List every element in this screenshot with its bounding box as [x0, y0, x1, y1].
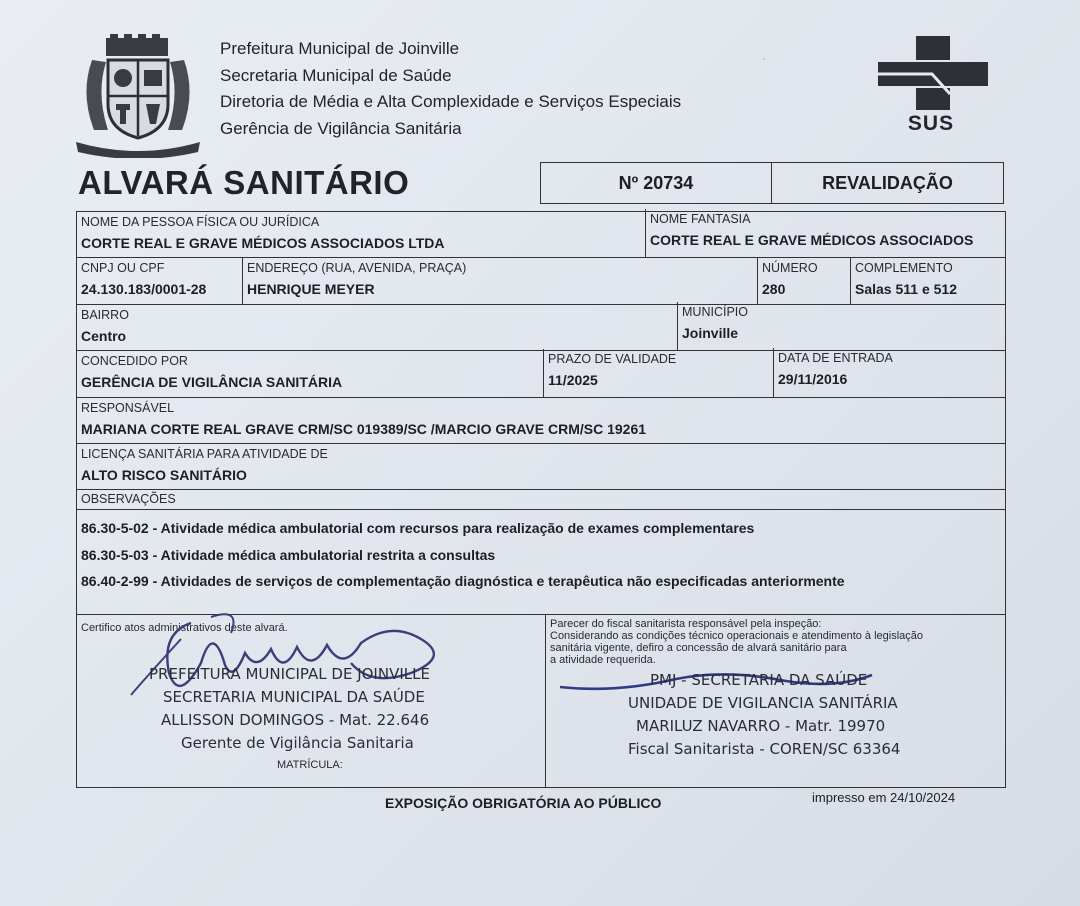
permit-number-box — [540, 162, 772, 204]
row-licenca — [77, 444, 1005, 490]
value-numero: 280 — [762, 281, 786, 297]
observacao-item: 86.30-5-03 - Atividade médica ambulatorial restrita a consultas — [81, 547, 496, 563]
row-endereco — [77, 258, 1005, 305]
value-responsavel: MARIANA CORTE REAL GRAVE CRM/SC 019389/SC /MARCIO GRAVE CRM/SC 19261 — [81, 421, 647, 437]
left-stamp-line: SECRETARIA MUNICIPAL DA SAÚDE — [163, 688, 425, 706]
print-date: impresso em 24/10/2024 — [812, 790, 956, 805]
joinville-coat-of-arms-icon — [72, 34, 204, 158]
cell-prazo — [543, 349, 773, 397]
cell-concedido — [77, 351, 543, 397]
value-complemento: Salas 511 e 512 — [855, 281, 957, 297]
value-fantasia: CORTE REAL E GRAVE MÉDICOS ASSOCIADOS — [650, 232, 974, 248]
cell-numero — [757, 258, 850, 304]
label-licenca: LICENÇA SANITÁRIA PARA ATIVIDADE DE — [81, 447, 328, 461]
value-licenca: ALTO RISCO SANITÁRIO — [81, 467, 247, 483]
permit-form — [76, 211, 1006, 788]
signature-left — [77, 615, 545, 787]
header-line-gerencia: Gerência de Vigilância Sanitária — [220, 118, 462, 138]
header-line-secretaria: Secretaria Municipal de Saúde — [220, 65, 452, 85]
label-endereco: ENDEREÇO (RUA, AVENIDA, PRAÇA) — [247, 261, 467, 275]
right-stamp-line: MARILUZ NAVARRO - Matr. 19970 — [636, 717, 886, 735]
permit-number: Nº 20734 — [618, 173, 694, 193]
cell-bairro — [77, 305, 677, 350]
right-stamp-line: Fiscal Sanitarista - COREN/SC 63364 — [628, 740, 901, 758]
observacao-item: 86.40-2-99 - Atividades de serviços de complementação diagnóstica e terapêutica não especificadas anteriormente — [81, 573, 845, 589]
right-caption-line: a atividade requerida. — [550, 654, 656, 666]
label-municipio: MUNICÍPIO — [682, 305, 748, 319]
document-title: ALVARÁ SANITÁRIO — [78, 164, 410, 201]
left-caption: Certifico atos administrativos deste alvará. — [81, 622, 288, 634]
print-speck: ˙ — [763, 58, 767, 69]
observacao-item: 86.30-5-02 - Atividade médica ambulatorial com recursos para realização de exames complementares — [81, 520, 755, 536]
cell-fantasia — [645, 209, 1005, 257]
label-complemento: COMPLEMENTO — [855, 261, 953, 275]
row-responsavel — [77, 398, 1005, 444]
value-endereco: HENRIQUE MEYER — [247, 281, 375, 297]
left-stamp-line: ALLISSON DOMINGOS - Mat. 22.646 — [161, 711, 430, 729]
matricula-label: MATRÍCULA: — [277, 759, 343, 771]
row-bairro — [77, 305, 1005, 351]
right-caption-line: Parecer do fiscal sanitarista responsável pela inspeção: — [550, 618, 822, 630]
value-nome: CORTE REAL E GRAVE MÉDICOS ASSOCIADOS LTDA — [81, 235, 445, 251]
right-caption-line: sanitária vigente, defiro a concessão de alvará sanitário para — [550, 642, 847, 654]
label-nome: NOME DA PESSOA FÍSICA OU JURÍDICA — [81, 215, 320, 229]
header-line-diretoria: Diretoria de Média e Alta Complexidade e Serviços Especiais — [220, 92, 682, 111]
cell-observacoes-label — [77, 490, 1005, 509]
cell-complemento — [850, 258, 1005, 304]
label-prazo: PRAZO DE VALIDADE — [548, 352, 677, 366]
label-bairro: BAIRRO — [81, 308, 129, 322]
row-observacoes-label — [77, 490, 1005, 510]
right-caption-line: Considerando as condições técnico operacionais e atendimento à legislação — [550, 630, 924, 642]
cell-entrada — [773, 348, 1005, 397]
row-signatures — [77, 615, 1005, 787]
value-concedido: GERÊNCIA DE VIGILÂNCIA SANITÁRIA — [81, 374, 343, 390]
permit-type: REVALIDAÇÃO — [822, 173, 953, 193]
sus-label: SUS — [907, 112, 955, 135]
label-numero: NÚMERO — [762, 261, 818, 275]
row-nome — [77, 212, 1005, 258]
label-responsavel: RESPONSÁVEL — [81, 401, 175, 415]
cell-licenca — [77, 444, 1005, 489]
signature-right — [545, 615, 1005, 787]
cell-nome — [77, 212, 645, 257]
label-observacoes: OBSERVAÇÕES — [81, 492, 176, 506]
issuer-header — [220, 36, 681, 142]
cell-cnpj — [77, 258, 242, 304]
label-entrada: DATA DE ENTRADA — [778, 351, 893, 365]
right-stamp-line: PMJ - SECRETARIA DA SAÚDE — [650, 671, 868, 689]
label-cnpj: CNPJ OU CPF — [81, 261, 165, 275]
right-stamp-line: UNIDADE DE VIGILANCIA SANITÁRIA — [628, 694, 898, 712]
value-entrada: 29/11/2016 — [778, 371, 848, 387]
cell-municipio — [677, 302, 1005, 350]
left-stamp-line: Gerente de Vigilância Sanitaria — [181, 734, 414, 752]
row-concedido — [77, 351, 1005, 398]
value-bairro: Centro — [81, 328, 127, 344]
left-stamp-line: PREFEITURA MUNICIPAL DE JOINVILLE — [149, 665, 430, 683]
cell-responsavel — [77, 398, 1005, 443]
label-concedido: CONCEDIDO POR — [81, 354, 188, 368]
value-prazo: 11/2025 — [548, 372, 598, 388]
row-observacoes — [77, 510, 1005, 615]
value-municipio: Joinville — [682, 325, 739, 341]
header-line-prefeitura: Prefeitura Municipal de Joinville — [220, 39, 460, 58]
permit-type-box — [772, 162, 1004, 204]
cell-endereco — [242, 258, 757, 304]
label-fantasia: NOME FANTASIA — [650, 212, 751, 226]
value-cnpj: 24.130.183/0001-28 — [81, 281, 207, 297]
exposure-notice: EXPOSIÇÃO OBRIGATÓRIA AO PÚBLICO — [385, 795, 662, 811]
